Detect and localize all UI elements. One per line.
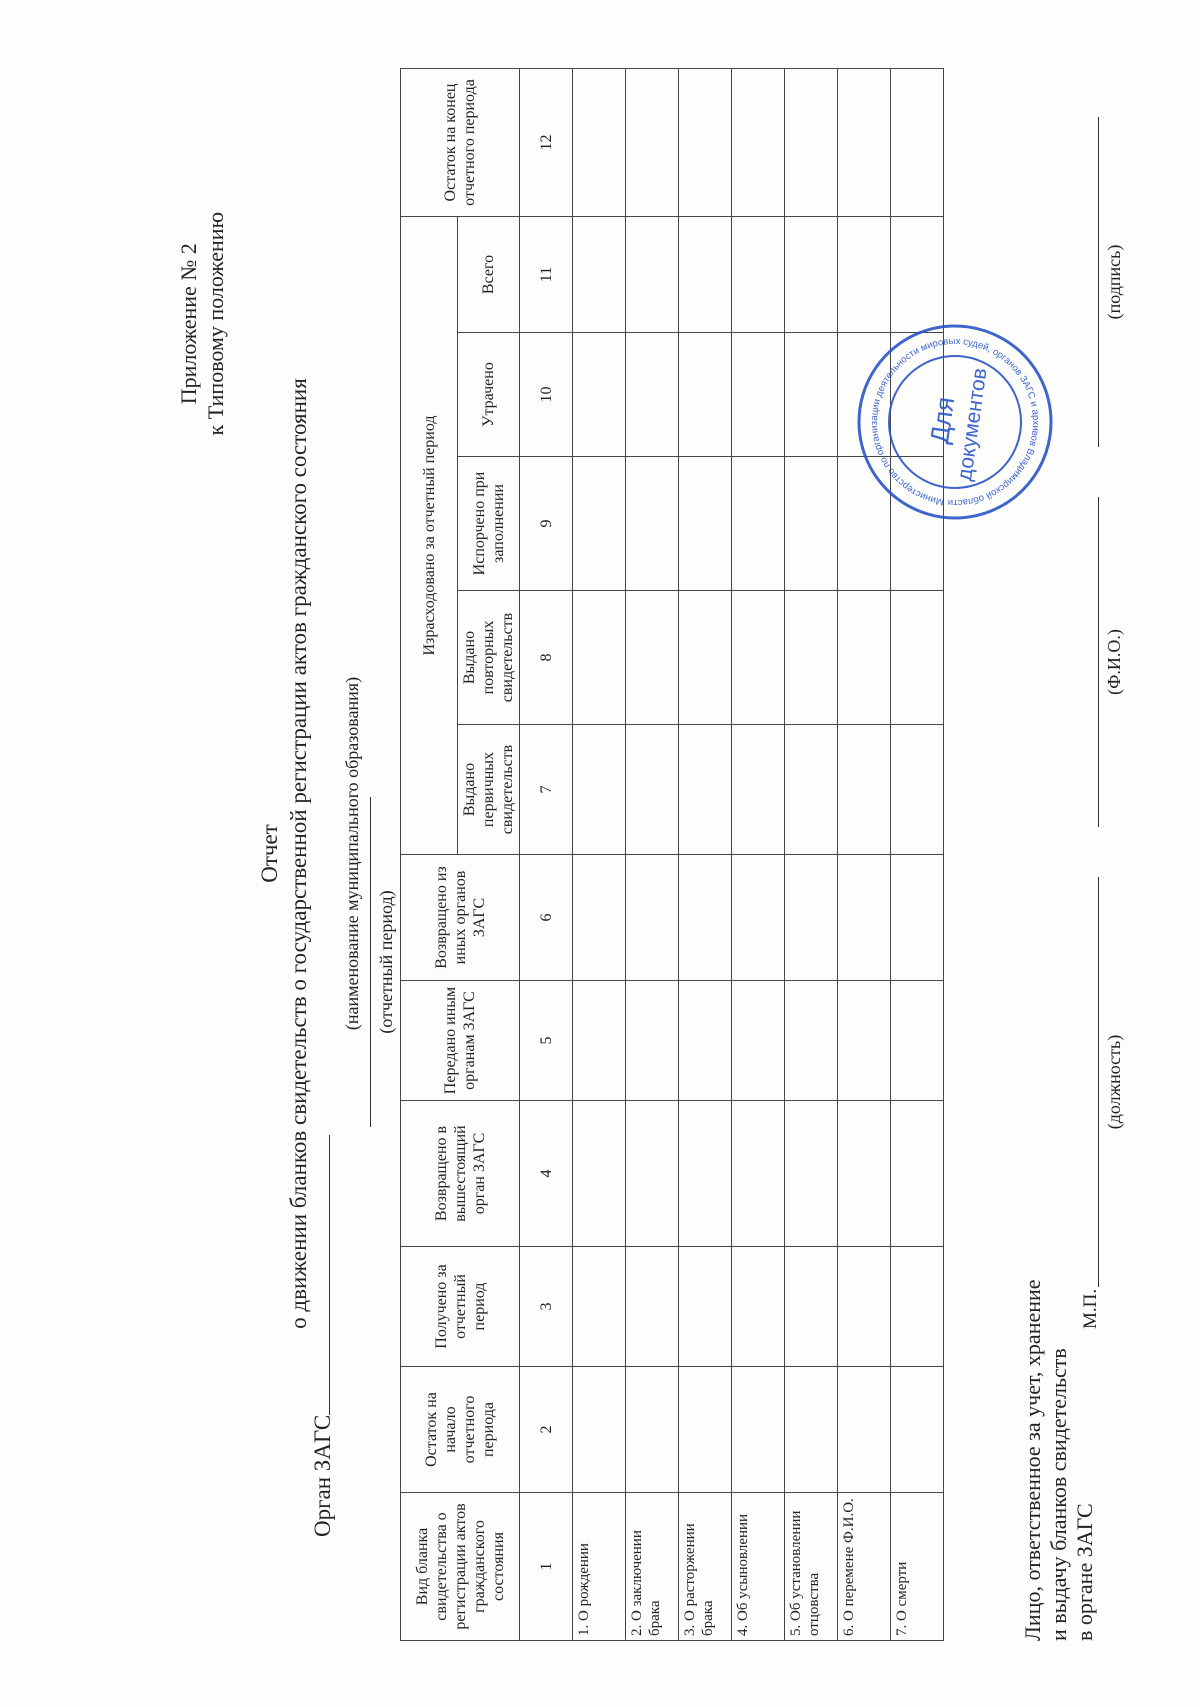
header-returned-higher: Возвращено в вышестоящий орган ЗАГС xyxy=(401,1101,520,1247)
table-cell[interactable] xyxy=(785,981,838,1101)
report-title-block xyxy=(255,0,313,1707)
row-label: 2. О заключении брака xyxy=(626,1493,679,1641)
column-number: 3 xyxy=(520,1247,573,1367)
table-cell[interactable] xyxy=(891,591,944,725)
stamp-ring-text: Министерство по организации деятельности мировых судей, органов ЗАГС и архивов Владимирской области xyxy=(868,335,1042,509)
position-caption: (должность) xyxy=(1104,1034,1124,1130)
table-cell[interactable] xyxy=(785,1247,838,1367)
responsible-person-block xyxy=(1020,1279,1098,1641)
column-number: 4 xyxy=(520,1101,573,1247)
row-label: 3. О расторжении брака xyxy=(679,1493,732,1641)
table-row xyxy=(785,68,838,1640)
table-cell[interactable] xyxy=(679,333,732,457)
table-cell[interactable] xyxy=(679,725,732,855)
table-cell[interactable] xyxy=(573,1101,626,1247)
table-cell[interactable] xyxy=(732,68,785,216)
table-cell[interactable] xyxy=(891,981,944,1101)
header-transferred: Передано иным органам ЗАГС xyxy=(401,981,520,1101)
header-received: Получено за отчетный период xyxy=(401,1247,520,1367)
table-cell[interactable] xyxy=(838,591,891,725)
header-total: Всего xyxy=(458,216,520,332)
table-cell[interactable] xyxy=(732,457,785,591)
table-cell[interactable] xyxy=(573,1247,626,1367)
header-returned-other: Возвращено из иных органов ЗАГС xyxy=(401,855,520,981)
table-cell[interactable] xyxy=(626,216,679,332)
table-row xyxy=(626,68,679,1640)
stamp-center-line-2: документов xyxy=(953,366,992,483)
table-row xyxy=(732,68,785,1640)
table-cell[interactable] xyxy=(679,981,732,1101)
table-cell[interactable] xyxy=(679,855,732,981)
table-cell[interactable] xyxy=(732,1367,785,1493)
table-cell[interactable] xyxy=(573,457,626,591)
table-cell[interactable] xyxy=(626,1367,679,1493)
row-label: 4. Об усыновлении xyxy=(732,1493,785,1641)
stamp-center-line-1: Для xyxy=(924,394,961,446)
table-cell[interactable] xyxy=(732,1247,785,1367)
table-cell[interactable] xyxy=(838,1367,891,1493)
organ-zags-blank-field[interactable] xyxy=(329,1135,330,1415)
organ-zags-label: Орган ЗАГС xyxy=(310,1414,335,1537)
table-cell[interactable] xyxy=(785,457,838,591)
signature-caption: (подпись) xyxy=(1104,244,1124,320)
responsible-line-2: и выдачу бланков свидетельств xyxy=(1046,1348,1071,1641)
column-number-row xyxy=(520,68,573,1640)
table-cell[interactable] xyxy=(785,591,838,725)
table-cell[interactable] xyxy=(679,1367,732,1493)
table-cell[interactable] xyxy=(573,68,626,216)
table-cell[interactable] xyxy=(626,457,679,591)
name-blank-field[interactable] xyxy=(1098,497,1099,827)
header-balance-end: Остаток на конец отчетного периода xyxy=(401,68,520,216)
column-number: 10 xyxy=(520,333,573,457)
header-lost: Утрачено xyxy=(458,333,520,457)
table-cell[interactable] xyxy=(732,725,785,855)
table-cell[interactable] xyxy=(732,981,785,1101)
table-cell[interactable] xyxy=(679,1101,732,1247)
table-cell[interactable] xyxy=(838,855,891,981)
appendix-note xyxy=(175,212,229,435)
header-balance-start: Остаток на начало отчетного периода xyxy=(401,1367,520,1493)
header-spent-group: Израсходовано за отчетный период xyxy=(401,216,458,854)
table-cell[interactable] xyxy=(838,68,891,216)
table-cell[interactable] xyxy=(626,981,679,1101)
table-cell[interactable] xyxy=(573,216,626,332)
row-label: 7. О смерти xyxy=(891,1493,944,1641)
column-number: 8 xyxy=(520,591,573,725)
table-cell[interactable] xyxy=(626,333,679,457)
row-label: 6. О перемене Ф.И.О. xyxy=(838,1493,891,1641)
table-cell[interactable] xyxy=(838,981,891,1101)
responsible-line-1: Лицо, ответственное за учет, хранение xyxy=(1020,1279,1045,1641)
report-subtitle: о движении бланков свидетельств о государственной регистрации актов гражданского состояния xyxy=(286,378,311,1329)
official-stamp-seal xyxy=(842,309,1068,535)
table-cell[interactable] xyxy=(626,1247,679,1367)
table-cell[interactable] xyxy=(679,216,732,332)
table-cell[interactable] xyxy=(573,1367,626,1493)
table-cell[interactable] xyxy=(573,333,626,457)
header-spoiled: Испорчено при заполнении xyxy=(458,457,520,591)
table-cell[interactable] xyxy=(679,1247,732,1367)
table-cell[interactable] xyxy=(732,855,785,981)
header-issued-repeat: Выдано повторных свидетельств xyxy=(458,591,520,725)
table-row xyxy=(679,68,732,1640)
table-cell[interactable] xyxy=(732,591,785,725)
position-blank-field[interactable] xyxy=(1098,877,1099,1287)
responsible-line-3: в органе ЗАГС xyxy=(1072,1503,1097,1641)
table-cell[interactable] xyxy=(785,216,838,332)
appendix-reference: к Типовому положению xyxy=(203,212,228,436)
column-number: 5 xyxy=(520,981,573,1101)
table-cell[interactable] xyxy=(573,725,626,855)
table-cell[interactable] xyxy=(785,333,838,457)
table-cell[interactable] xyxy=(679,591,732,725)
table-row xyxy=(573,68,626,1640)
table-cell[interactable] xyxy=(573,591,626,725)
name-caption: (Ф.И.О.) xyxy=(1104,629,1124,695)
table-cell[interactable] xyxy=(679,68,732,216)
table-cell[interactable] xyxy=(838,1101,891,1247)
appendix-number: Приложение № 2 xyxy=(176,243,201,405)
report-title: Отчет xyxy=(257,824,282,883)
stamp-place-label: М.П. xyxy=(1080,1288,1101,1329)
column-number: 1 xyxy=(520,1493,573,1641)
table-cell[interactable] xyxy=(626,725,679,855)
column-number: 2 xyxy=(520,1367,573,1493)
table-cell[interactable] xyxy=(838,1247,891,1367)
table-cell[interactable] xyxy=(891,725,944,855)
table-cell[interactable] xyxy=(891,1247,944,1367)
table-cell[interactable] xyxy=(732,216,785,332)
organ-zags-line xyxy=(310,1135,336,1537)
table-cell[interactable] xyxy=(732,1101,785,1247)
table-cell[interactable] xyxy=(626,1101,679,1247)
table-cell[interactable] xyxy=(891,1101,944,1247)
column-number: 7 xyxy=(520,725,573,855)
signature-blank-field[interactable] xyxy=(1098,117,1099,447)
table-cell[interactable] xyxy=(785,1367,838,1493)
table-row xyxy=(838,68,891,1640)
table-cell[interactable] xyxy=(732,333,785,457)
row-label: 5. Об установлении отцовства xyxy=(785,1493,838,1641)
table-cell[interactable] xyxy=(785,68,838,216)
table-cell[interactable] xyxy=(573,855,626,981)
municipality-caption: (наименование муниципального образования) xyxy=(342,676,362,1031)
table-cell[interactable] xyxy=(891,68,944,216)
row-label: 1. О рождении xyxy=(573,1493,626,1641)
table-cell[interactable] xyxy=(891,855,944,981)
column-number: 11 xyxy=(520,216,573,332)
table-cell[interactable] xyxy=(785,725,838,855)
header-form-type: Вид бланка свидетельства о регистрации актов гражданского состояния xyxy=(401,1493,520,1641)
table-cell[interactable] xyxy=(785,1101,838,1247)
table-cell[interactable] xyxy=(573,981,626,1101)
table-cell[interactable] xyxy=(785,855,838,981)
period-caption: (отчетный период) xyxy=(376,890,396,1034)
column-number: 12 xyxy=(520,68,573,216)
table-cell[interactable] xyxy=(891,1367,944,1493)
table-cell[interactable] xyxy=(626,855,679,981)
period-blank-field[interactable] xyxy=(370,797,371,1127)
table-cell[interactable] xyxy=(626,591,679,725)
blanks-movement-table xyxy=(400,68,944,1641)
table-cell[interactable] xyxy=(679,457,732,591)
header-issued-primary: Выдано первичных свидетельств xyxy=(458,725,520,855)
table-row xyxy=(891,68,944,1640)
table-cell[interactable] xyxy=(838,725,891,855)
column-number: 9 xyxy=(520,457,573,591)
column-number: 6 xyxy=(520,855,573,981)
table-cell[interactable] xyxy=(626,68,679,216)
